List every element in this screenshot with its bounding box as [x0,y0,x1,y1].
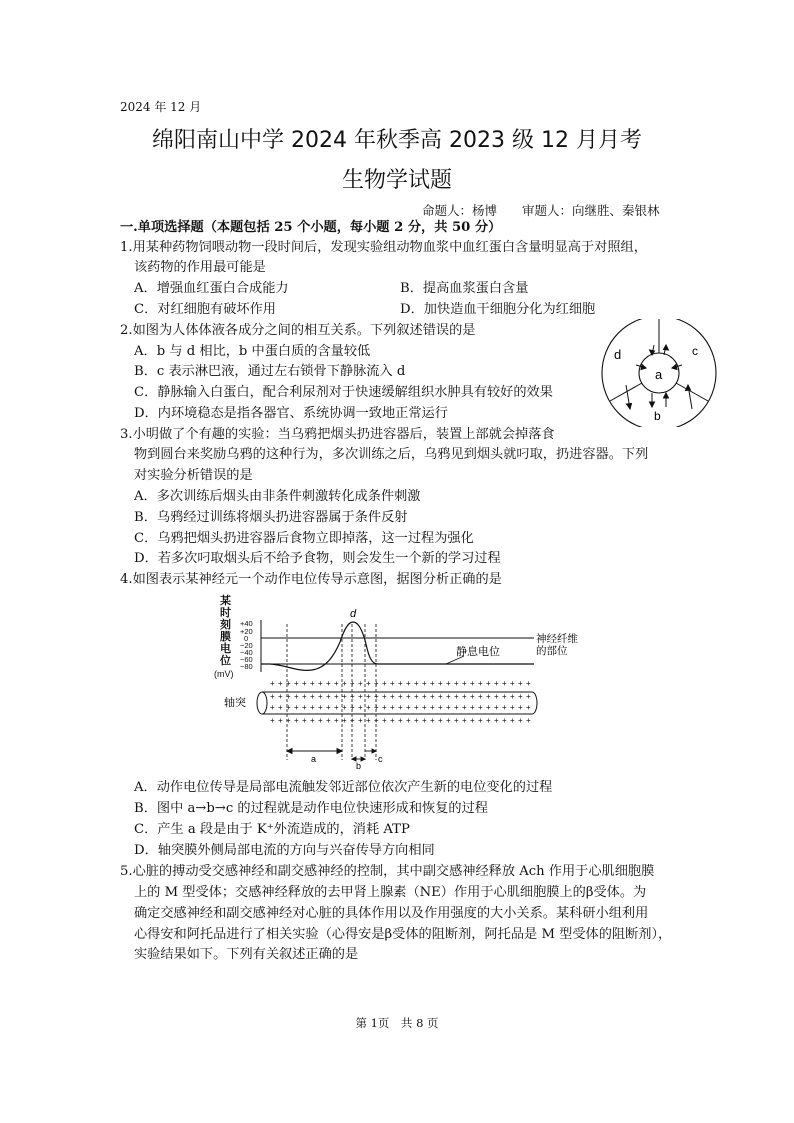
ylabel-char: 某 [220,595,231,607]
label-b: b [654,409,661,423]
charge-sign: + [390,692,395,701]
authors: 命题人：杨博 审题人：向继胜、秦银林 [422,203,660,218]
tick-label: +20 [240,627,253,636]
charge-sign: + [486,716,491,725]
charge-sign: + [526,703,531,712]
charge-sign: + [326,679,331,688]
ylabel-char: 膜 [220,631,231,643]
charge-sign: + [294,679,299,688]
q1-option-d: D．加快造血干细胞分化为红细胞 [400,302,596,317]
charge-sign: + [430,679,435,688]
charge-sign: + [430,716,435,725]
charge-sign: + [294,692,299,701]
charge-sign: + [358,716,363,725]
fiber-label-line1: 神经纤维 [536,633,578,645]
charge-sign: + [454,716,459,725]
q3-stem-line2: 物到圆台来奖励乌鸦的这种行为，多次训练之后，乌鸦见到烟头就叼取，扔进容器。下列 [134,447,649,462]
q5-stem-line4: 心得安和阿托品进行了相关实验（心得安是β受体的阻断剂，阿托品是 M 型受体的阻断剂）， [134,927,672,942]
label-c: c [692,344,698,358]
charge-sign: + [390,703,395,712]
charge-sign: + [310,679,315,688]
charge-sign: + [430,703,435,712]
charge-sign: + [494,692,499,701]
tick-label: 0 [244,634,249,643]
body-fluid-diagram [596,319,722,427]
tick-label: +40 [240,619,253,628]
segment-a-head-left [287,749,292,754]
segment-b-head-right [361,757,365,761]
charge-sign: + [334,692,339,701]
charge-sign: + [462,703,467,712]
q4-stem: 4.如图表示某神经元一个动作电位传导示意图，据图分析正确的是 [120,572,502,587]
charge-sign: + [326,716,331,725]
charge-sign: + [334,716,339,725]
ylabel-char: 电 [220,643,231,655]
segment-c-label: c [378,754,383,764]
charge-sign: + [454,679,459,688]
charge-sign: + [470,679,475,688]
charge-sign: + [278,703,283,712]
ylabel-char: 刻 [220,619,231,631]
charge-sign: + [302,703,307,712]
charge-sign: + [518,692,523,701]
tick-label: −60 [240,655,253,664]
q2-option-b: B．c 表示淋巴液，通过左右锁骨下静脉流入 d [134,364,406,379]
axon-left-end [257,692,267,714]
charge-sign: + [342,703,347,712]
charge-sign: + [510,692,515,701]
charge-sign: + [342,716,347,725]
charge-sign: + [374,692,379,701]
charge-sign: + [398,716,403,725]
charge-sign: + [438,716,443,725]
charge-sign: + [414,716,419,725]
charge-sign: + [398,679,403,688]
charge-sign: + [342,679,347,688]
ylabel-char: 时 [220,607,231,619]
charge-sign: + [478,716,483,725]
q5-stem-line5: 实验结果如下。下列有关叙述正确的是 [134,947,359,962]
charge-sign: + [326,703,331,712]
charge-sign: + [526,679,531,688]
charge-sign: + [302,679,307,688]
charge-sign: + [518,679,523,688]
charge-sign: + [470,703,475,712]
q4-option-a: A．动作电位传导是局部电流触发邻近部位依次产生新的电位变化的过程 [134,780,553,795]
arrow-head-a-b [650,402,655,407]
charge-sign: + [382,679,387,688]
section-heading: 一.单项选择题（本题包括 25 个小题，每小题 2 分，共 50 分） [120,220,502,235]
charge-sign: + [422,703,427,712]
q1-option-b: B．提高血浆蛋白含量 [400,281,529,296]
charge-sign: + [438,692,443,701]
ylabel-unit: (mV) [214,669,234,679]
charge-sign: + [510,679,515,688]
q3-option-a: A．多次训练后烟头由非条件刺激转化成条件刺激 [134,489,421,504]
charge-sign: + [302,716,307,725]
charge-sign: + [406,679,411,688]
charge-sign: + [486,679,491,688]
charge-sign: + [366,692,371,701]
charge-sign: + [454,692,459,701]
charge-sign: + [278,679,283,688]
charge-sign: + [270,703,275,712]
charge-sign: + [518,716,523,725]
charge-sign: + [510,703,515,712]
q1-option-a: A．增强血红蛋白合成能力 [134,281,289,296]
q3-option-d: D．若多次叼取烟头后不给予食物，则会发生一个新的学习过程 [134,551,501,566]
tick-label: −40 [240,648,253,657]
charge-sign: + [294,716,299,725]
charge-sign: + [286,716,291,725]
charge-sign: + [438,703,443,712]
charge-sign: + [494,679,499,688]
charge-sign: + [390,679,395,688]
charge-sign: + [350,703,355,712]
q4-option-b: B．图中 a→b→c 的过程就是动作电位快速形成和恢复的过程 [134,801,488,816]
charge-sign: + [374,679,379,688]
charge-sign: + [502,692,507,701]
fiber-label-line2: 的部位 [536,645,568,657]
charge-sign: + [318,703,323,712]
q3-option-b: B．乌鸦经过训练将烟头扔进容器属于条件反射 [134,510,408,525]
charge-sign: + [390,716,395,725]
segment-a-label: a [311,754,317,764]
charge-sign: + [270,679,275,688]
charge-sign: + [366,716,371,725]
tick-label: −80 [240,662,253,671]
charge-sign: + [270,716,275,725]
page-footer: 第 1页 共 8 页 [355,1016,439,1030]
charge-sign: + [358,692,363,701]
axon-label: 轴突 [224,697,246,709]
charge-sign: + [334,703,339,712]
membrane-charges [270,679,531,725]
charge-sign: + [406,703,411,712]
label-a: a [655,367,663,382]
charge-sign: + [502,703,507,712]
axon-right-end [532,692,537,714]
charge-sign: + [374,703,379,712]
segment-c-head [372,749,376,753]
q5-stem-line3: 确定交感神经和副交感神经对心脏的具体作用以及作用强度的大小关系。某科研小组利用 [134,906,649,921]
arrow-head-d-a [641,365,646,370]
charge-sign: + [398,692,403,701]
action-potential-diagram [206,592,626,770]
charge-sign: + [518,703,523,712]
segment-a-head-right [337,749,342,754]
arrow-head-top-right [664,345,669,350]
charge-sign: + [286,692,291,701]
charge-sign: + [406,716,411,725]
charge-sign: + [446,679,451,688]
charge-sign: + [278,692,283,701]
charge-sign: + [502,679,507,688]
charge-sign: + [430,692,435,701]
resting-label: 静息电位 [456,646,500,658]
charge-sign: + [446,716,451,725]
q4-option-d: D．轴突膜外侧局部电流的方向与兴奋传导方向相同 [134,843,435,858]
arrow-head-right-up [686,385,691,391]
charge-sign: + [526,716,531,725]
tick-label: −20 [240,641,253,650]
charge-sign: + [310,716,315,725]
q1-option-c: C．对红细胞有破坏作用 [134,302,276,317]
charge-sign: + [486,703,491,712]
charge-sign: + [286,679,291,688]
charge-sign: + [358,703,363,712]
charge-sign: + [278,716,283,725]
charge-sign: + [454,703,459,712]
charge-sign: + [462,716,467,725]
charge-sign: + [478,692,483,701]
charge-sign: + [350,716,355,725]
charge-sign: + [446,703,451,712]
exam-title: 绵阳南山中学 2024 年秋季高 2023 级 12 月月考 [152,128,642,153]
charge-sign: + [478,703,483,712]
arrow-head-b-a [664,393,669,398]
segment-b-label: b [356,761,362,770]
q3-stem-line1: 3.小明做了个有趣的实验：当乌鸦把烟头扔进容器后，装置上部就会掉落食 [120,427,555,442]
charge-sign: + [382,716,387,725]
charge-sign: + [382,703,387,712]
charge-sign: + [374,716,379,725]
charge-sign: + [310,692,315,701]
label-d: d [614,347,622,362]
arrow-head-left-down [627,404,632,410]
charge-sign: + [366,679,371,688]
charge-sign: + [502,716,507,725]
charge-sign: + [350,679,355,688]
charge-sign: + [302,692,307,701]
charge-sign: + [318,679,323,688]
q3-stem-line3: 对实验分析错误的是 [134,468,253,483]
charge-sign: + [422,692,427,701]
q3-option-c: C．乌鸦把烟头扔进容器后食物立即掉落，这一过程为强化 [134,531,474,546]
charge-sign: + [478,679,483,688]
charge-sign: + [326,692,331,701]
charge-sign: + [334,679,339,688]
charge-sign: + [366,703,371,712]
charge-sign: + [438,679,443,688]
charge-sign: + [462,692,467,701]
q2-option-a: A．b 与 d 相比，b 中蛋白质的含量较低 [134,344,371,359]
ylabel-char: 位 [220,655,231,667]
q2-option-c: C．静脉输入白蛋白，配合利尿剂对于快速缓解组织水肿具有较好的效果 [134,385,553,400]
charge-sign: + [310,703,315,712]
charge-sign: + [414,692,419,701]
charge-sign: + [294,703,299,712]
charge-sign: + [398,703,403,712]
charge-sign: + [486,692,491,701]
charge-sign: + [270,692,275,701]
charge-sign: + [422,679,427,688]
charge-sign: + [510,716,515,725]
charge-sign: + [470,716,475,725]
charge-sign: + [342,692,347,701]
q4-option-c: C．产生 a 段是由于 K⁺外流造成的，消耗 ATP [134,822,410,837]
charge-sign: + [318,692,323,701]
charge-sign: + [470,692,475,701]
charge-sign: + [414,679,419,688]
charge-sign: + [462,679,467,688]
charge-sign: + [494,716,499,725]
q5-stem-line2: 上的 M 型受体；交感神经释放的去甲肾上腺素（NE）作用于心肌细胞膜上的β受体。为 [134,885,647,900]
exam-subtitle: 生物学试题 [341,168,452,193]
q2-option-d: D．内环境稳态是指各器官、系统协调一致地正常运行 [134,406,448,421]
charge-sign: + [422,716,427,725]
charge-sign: + [526,692,531,701]
charge-sign: + [406,692,411,701]
charge-sign: + [494,703,499,712]
charge-sign: + [286,703,291,712]
q2-stem: 2.如图为人体体液各成分之间的相互关系。下列叙述错误的是 [120,323,476,338]
charge-sign: + [358,679,363,688]
q1-stem-line1: 1.用某种药物饲喂动物一段时间后，发现实验组动物血浆中血红蛋白含量明显高于对照组， [120,240,647,255]
charge-sign: + [350,692,355,701]
charge-sign: + [382,692,387,701]
charge-sign: + [414,703,419,712]
q1-stem-line2: 该药物的作用最可能是 [134,260,266,275]
peak-label-d: d [350,608,357,620]
charge-sign: + [446,692,451,701]
divider-right [676,383,708,401]
arrow-head-c-a [672,365,677,370]
charge-sign: + [318,716,323,725]
exam-date: 2024 年 12 月 [120,100,202,114]
q5-stem-line1: 5.心脏的搏动受交感神经和副交感神经的控制，其中副交感神经释放 Ach 作用于心肌细胞膜 [120,864,655,879]
